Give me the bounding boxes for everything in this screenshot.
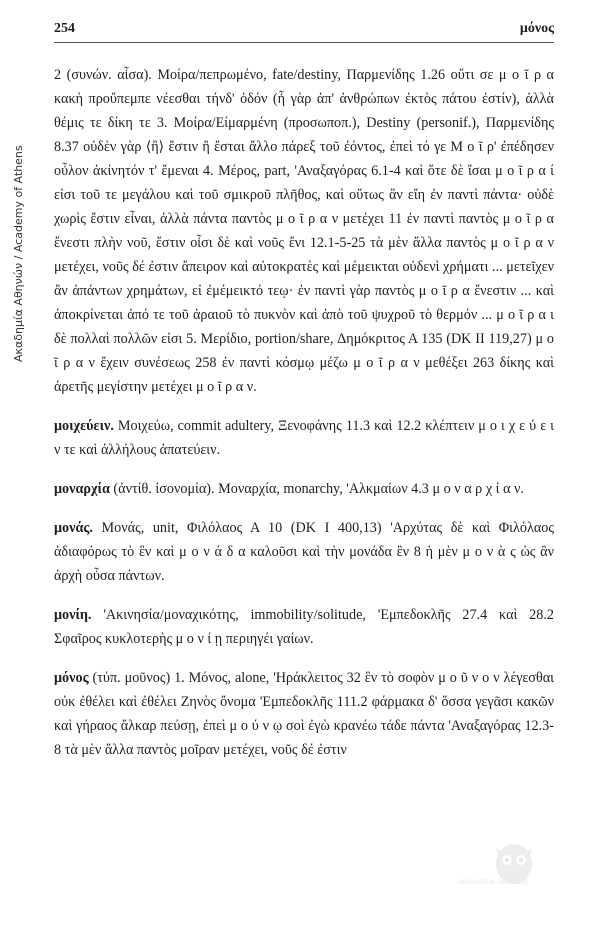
entry-headword: μοιχεύειν.: [54, 418, 114, 434]
entry-headword: μοναρχία: [54, 481, 110, 497]
entry-text: [54, 666, 554, 762]
entry-text: [54, 516, 554, 588]
watermark-label: ΑΚΑΔΗΜΙΑ ΑΘΗΝΩΝ: [458, 878, 529, 886]
page-header: [54, 12, 554, 43]
entry-monie: [54, 603, 554, 651]
entry-body: (ἀντίθ. ἰσονομία). Μοναρχία, monarchy, 'Αλκμαίων 4.3 μ ο ν α ρ χ ί α ν.: [109, 481, 524, 497]
page-number: 254: [54, 21, 75, 36]
entry-moira-continued: [54, 63, 554, 399]
entry-headword: μονίη.: [54, 607, 92, 623]
entry-monos: [54, 666, 554, 762]
entry-text: [54, 63, 554, 399]
archive-side-label: [10, 130, 25, 362]
entry-text: [54, 414, 554, 462]
entry-text: [54, 603, 554, 651]
entry-body: Μονάς, unit, Φιλόλαος Α 10 (DK I 400,13) 'Αρχύτας δὲ καὶ Φιλόλαος ἀδιαφόρως τὸ ἓν καὶ μ ο ν ά δ α καλοῦσι καὶ τὴν μονάδα ἓν 8 ἡ μὲν μ ο ν ὰ ς ὡς ἂν ἀρχὴ οὖσα πάντων.: [54, 520, 554, 584]
entry-body: Μοιχεύω, commit adultery, Ξενοφάνης 11.3 καὶ 12.2 κλέπτειν μ ο ι χ ε ύ ε ι ν τε καὶ ἀλλήλους ἀπατεύειν.: [54, 418, 554, 458]
owl-head-watermark-icon: [454, 838, 574, 888]
archive-label-text: Ακαδημία Αθηνών / Academy of Athens: [12, 145, 25, 362]
entry-body: (τύπ. μοῦνος) 1. Μόνος, alone, 'Ηράκλειτος 32 ἓν τὸ σοφὸν μ ο ῦ ν ο ν λέγεσθαι οὐκ ἐθέλει καὶ ἐθέλει Ζηνὸς ὄνομα 'Εμπεδοκλῆς 111.2 φάρμακα δ' ὅσσα γεγᾶσι κακῶν καὶ γήραος ἄλκαρ πεύσῃ, ἐπεὶ μ ο ύ ν ῳ σοὶ ἐγὼ κρανέω τάδε πάντα 'Αναξαγόρας 12.3-8 τὰ μὲν ἄλλα παντὸς μοῖραν μετέχει, νοῦς δέ ἐστιν: [54, 670, 554, 758]
entry-headword: μόνος: [54, 670, 89, 686]
entry-moicheuein: [54, 414, 554, 462]
entry-headword: μονάς.: [54, 520, 93, 536]
entry-monas: [54, 516, 554, 588]
entry-monarchia: [54, 477, 554, 501]
entry-body: 'Ακινησία/μοναχικότης, immobility/solitude, 'Εμπεδοκλῆς 27.4 καὶ 28.2 Σφαῖρος κυκλοτερὴς μ ο ν ί ῃ περιηγέι γαίων.: [54, 607, 554, 647]
book-page: [54, 12, 554, 922]
academy-watermark: [454, 838, 574, 888]
entry-text: [54, 477, 554, 501]
entry-body: 2 (συνών. αἶσα). Μοίρα/πεπρωμένο, fate/destiny, Παρμενίδης 1.26 οὔτι σε μ ο ῖ ρ α κακὴ προὔπεμπε νέεσθαι τήνδ' ὁδόν (ἦ γὰρ ἀπ' ἀνθρώπων ἐκτὸς πάτου ἐστίν), ἀλλὰ θέμις τε δίκη τε 3. Μοίρα/Είμαρμένη (προσωποπ.), Destiny (personif.), Παρμενίδης 8.37 οὐδὲν γὰρ ⟨ἢ⟩ ἔστιν ἢ ἔσται ἄλλο πάρεξ τοῦ ἐόντος, ἐπεὶ τό γε Μ ο ῖ ρ' ἐπέδησεν οὖλον ἀκίνητόν τ' ἔμεναι 4. Μέρος, part, 'Αναξαγόρας 6.1-4 καὶ ὅτε δὲ ἴσαι μ ο ῖ ρ α ί εἰσι τοῦ τε μεγάλου καὶ τοῦ σμικροῦ πλῆθος, καὶ οὕτως ἂν εἴη ἐν παντὶ πάντα· οὐδὲ χωρὶς ἔστιν εἶναι, ἀλλὰ πάντα παντὸς μ ο ῖ ρ α ν μετέχει 11 ἐν παντὶ παντὸς μ ο ῖ ρ α ἔνεστι πλὴν νοῦ, ἔστιν οἷσι δὲ καὶ νοῦς ἔνι 12.1-5-25 τὰ μὲν ἄλλα παντὸς μ ο ῖ ρ α ν μετέχει, νοῦς δέ ἐστιν ἄπειρον καὶ αὐτοκρατὲς καὶ μέμεικται οὐδενὶ χρήματι ... μετεῖχεν ἂν ἁπάντων χρημάτων, εἰ ἐμέμεικτό τεῳ· ἐν παντὶ γὰρ παντὸς μ ο ῖ ρ α ἔνεστιν ... καὶ ἀποκρίνεται ἀπό τε τοῦ ἀραιοῦ τὸ πυκνὸν καὶ ἀπὸ τοῦ ψυχροῦ τὸ θερμόν ... μ ο ῖ ρ α ι δὲ πολλαὶ πολλῶν εἰσι 5. Μερίδιο, portion/share, Δημόκριτος Α 135 (DK II 119,27) μ ο ῖ ρ α ν ἔχειν συνέσεως 258 ἐν παντὶ κόσμῳ μέζω μ ο ῖ ρ α ν μεθέξει 263 δίκης καὶ ἀρετῆς μεγίστην μετέχει μ ο ῖ ρ α ν.: [54, 67, 554, 395]
running-head: μόνος: [519, 21, 554, 36]
